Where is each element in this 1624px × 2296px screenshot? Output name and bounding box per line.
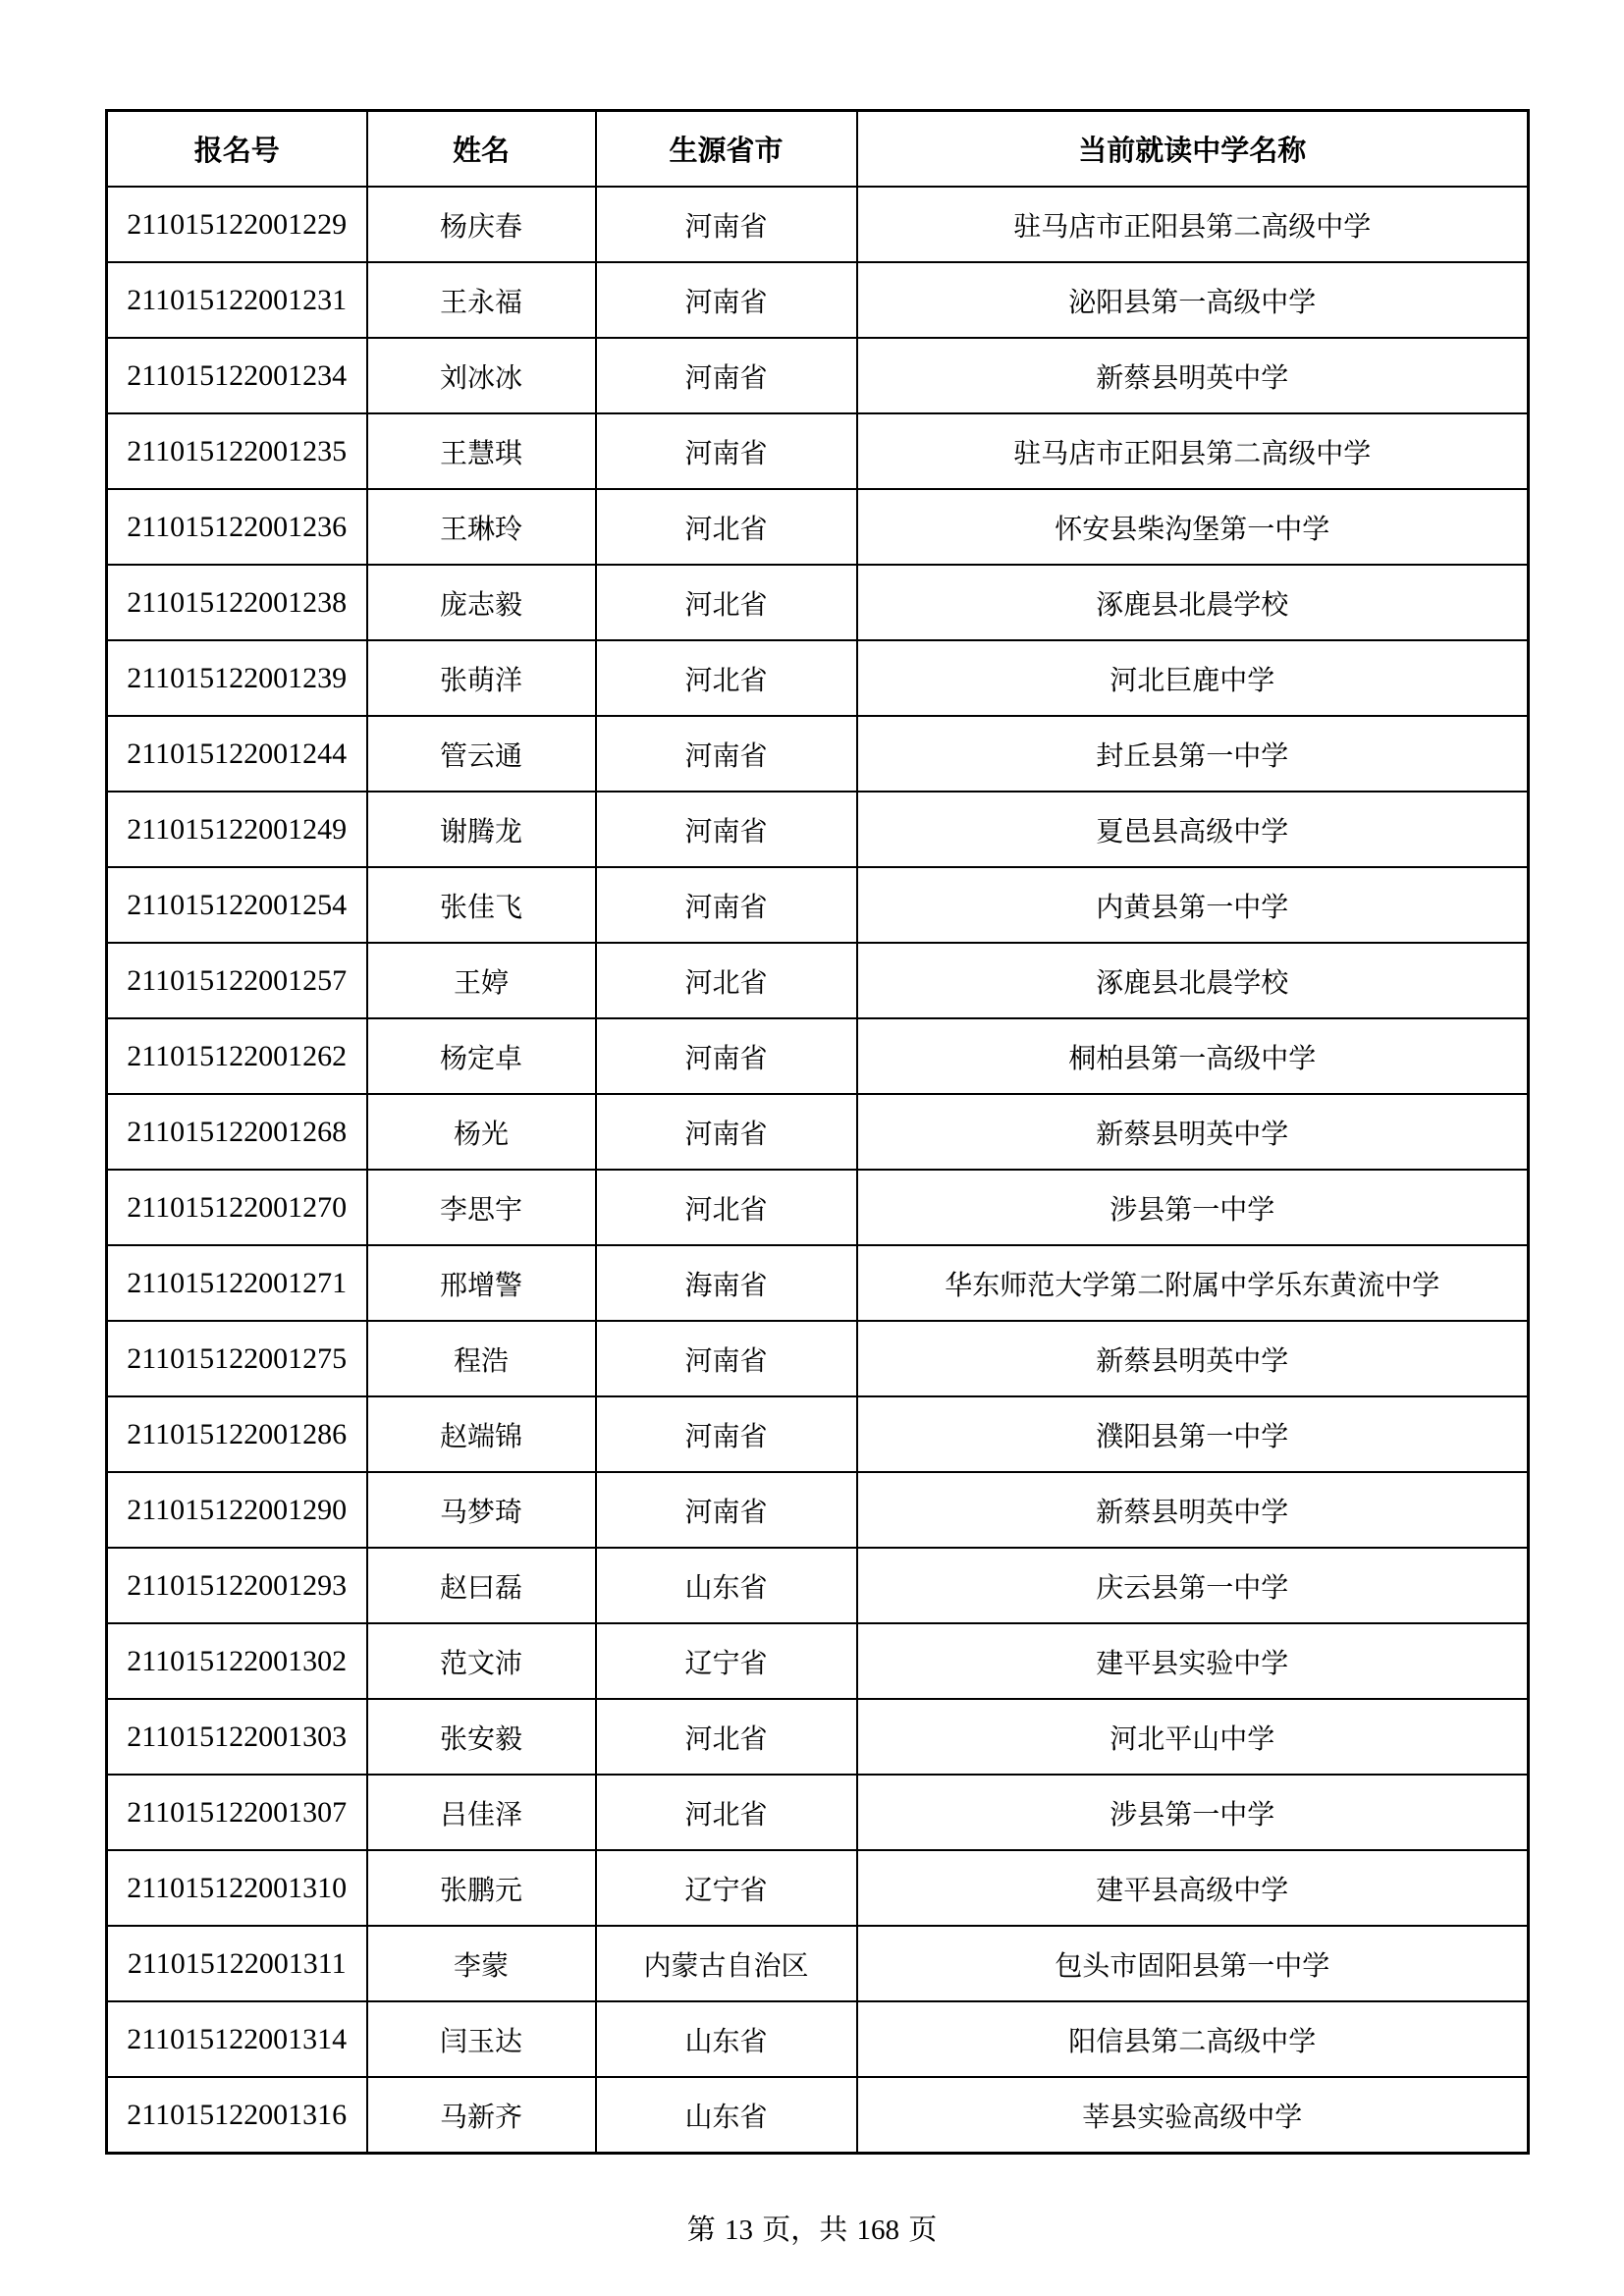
cell-school: 濮阳县第一中学 <box>857 1396 1529 1472</box>
cell-school: 封丘县第一中学 <box>857 716 1529 792</box>
cell-name: 杨光 <box>367 1094 596 1170</box>
cell-province: 河南省 <box>596 1094 857 1170</box>
table-row <box>107 565 1529 640</box>
cell-registration-number: 211015122001316 <box>107 2077 367 2154</box>
table-row <box>107 867 1529 943</box>
cell-name: 庞志毅 <box>367 565 596 640</box>
cell-province: 河北省 <box>596 640 857 716</box>
table-row <box>107 716 1529 792</box>
cell-school: 莘县实验高级中学 <box>857 2077 1529 2154</box>
table-row <box>107 1548 1529 1623</box>
header-registration-number: 报名号 <box>107 111 367 188</box>
cell-school: 涿鹿县北晨学校 <box>857 943 1529 1018</box>
cell-province: 河北省 <box>596 1775 857 1850</box>
cell-province: 内蒙古自治区 <box>596 1926 857 2001</box>
table-row <box>107 1850 1529 1926</box>
enrollment-table-container <box>105 109 1527 2155</box>
page-footer <box>0 2208 1624 2248</box>
cell-name: 李蒙 <box>367 1926 596 2001</box>
cell-province: 河南省 <box>596 1321 857 1396</box>
cell-registration-number: 211015122001262 <box>107 1018 367 1094</box>
cell-registration-number: 211015122001236 <box>107 489 367 565</box>
table-row <box>107 1170 1529 1245</box>
cell-school: 建平县实验中学 <box>857 1623 1529 1699</box>
cell-name: 吕佳泽 <box>367 1775 596 1850</box>
cell-school: 驻马店市正阳县第二高级中学 <box>857 413 1529 489</box>
cell-province: 河南省 <box>596 1396 857 1472</box>
cell-province: 山东省 <box>596 2077 857 2154</box>
cell-registration-number: 211015122001286 <box>107 1396 367 1472</box>
cell-school: 华东师范大学第二附属中学乐东黄流中学 <box>857 1245 1529 1321</box>
cell-school: 新蔡县明英中学 <box>857 1472 1529 1548</box>
table-row <box>107 2001 1529 2077</box>
cell-registration-number: 211015122001311 <box>107 1926 367 2001</box>
cell-name: 王琳玲 <box>367 489 596 565</box>
table-row <box>107 1926 1529 2001</box>
cell-registration-number: 211015122001314 <box>107 2001 367 2077</box>
cell-name: 谢腾龙 <box>367 792 596 867</box>
cell-school: 新蔡县明英中学 <box>857 1321 1529 1396</box>
table-row <box>107 489 1529 565</box>
cell-registration-number: 211015122001254 <box>107 867 367 943</box>
cell-province: 山东省 <box>596 2001 857 2077</box>
cell-province: 河南省 <box>596 413 857 489</box>
cell-registration-number: 211015122001290 <box>107 1472 367 1548</box>
total-page-count: 168 <box>856 2214 899 2246</box>
cell-name: 闫玉达 <box>367 2001 596 2077</box>
cell-school: 内黄县第一中学 <box>857 867 1529 943</box>
cell-registration-number: 211015122001239 <box>107 640 367 716</box>
cell-school: 夏邑县高级中学 <box>857 792 1529 867</box>
cell-province: 河北省 <box>596 489 857 565</box>
cell-province: 河北省 <box>596 565 857 640</box>
cell-registration-number: 211015122001257 <box>107 943 367 1018</box>
cell-name: 刘冰冰 <box>367 338 596 413</box>
footer-suffix: 页 <box>908 2213 938 2246</box>
cell-name: 张佳飞 <box>367 867 596 943</box>
cell-school: 怀安县柴沟堡第一中学 <box>857 489 1529 565</box>
cell-registration-number: 211015122001238 <box>107 565 367 640</box>
cell-name: 邢增警 <box>367 1245 596 1321</box>
cell-name: 管云通 <box>367 716 596 792</box>
cell-name: 范文沛 <box>367 1623 596 1699</box>
cell-registration-number: 211015122001244 <box>107 716 367 792</box>
cell-name: 马新齐 <box>367 2077 596 2154</box>
table-row <box>107 1623 1529 1699</box>
cell-province: 辽宁省 <box>596 1850 857 1926</box>
cell-school: 涉县第一中学 <box>857 1775 1529 1850</box>
cell-registration-number: 211015122001310 <box>107 1850 367 1926</box>
cell-school: 建平县高级中学 <box>857 1850 1529 1926</box>
cell-registration-number: 211015122001270 <box>107 1170 367 1245</box>
cell-name: 张安毅 <box>367 1699 596 1775</box>
cell-province: 河南省 <box>596 338 857 413</box>
cell-province: 河北省 <box>596 1699 857 1775</box>
table-row <box>107 943 1529 1018</box>
table-row <box>107 1245 1529 1321</box>
cell-registration-number: 211015122001231 <box>107 262 367 338</box>
table-body <box>107 187 1529 2154</box>
table-row <box>107 413 1529 489</box>
cell-school: 阳信县第二高级中学 <box>857 2001 1529 2077</box>
cell-province: 河南省 <box>596 867 857 943</box>
cell-province: 河北省 <box>596 943 857 1018</box>
cell-name: 李思宇 <box>367 1170 596 1245</box>
cell-registration-number: 211015122001229 <box>107 187 367 262</box>
cell-name: 王永福 <box>367 262 596 338</box>
header-name: 姓名 <box>367 111 596 188</box>
cell-registration-number: 211015122001235 <box>107 413 367 489</box>
cell-province: 山东省 <box>596 1548 857 1623</box>
cell-name: 杨定卓 <box>367 1018 596 1094</box>
cell-province: 海南省 <box>596 1245 857 1321</box>
table-row <box>107 1699 1529 1775</box>
cell-school: 桐柏县第一高级中学 <box>857 1018 1529 1094</box>
cell-registration-number: 211015122001293 <box>107 1548 367 1623</box>
cell-province: 河南省 <box>596 262 857 338</box>
cell-name: 赵曰磊 <box>367 1548 596 1623</box>
table-row <box>107 1472 1529 1548</box>
cell-name: 马梦琦 <box>367 1472 596 1548</box>
cell-province: 河南省 <box>596 792 857 867</box>
cell-name: 张萌洋 <box>367 640 596 716</box>
current-page-number: 13 <box>725 2214 754 2246</box>
cell-name: 程浩 <box>367 1321 596 1396</box>
cell-registration-number: 211015122001307 <box>107 1775 367 1850</box>
table-row <box>107 338 1529 413</box>
cell-school: 涿鹿县北晨学校 <box>857 565 1529 640</box>
cell-name: 王慧琪 <box>367 413 596 489</box>
cell-school: 泌阳县第一高级中学 <box>857 262 1529 338</box>
cell-province: 河南省 <box>596 1018 857 1094</box>
table-header-row <box>107 111 1529 188</box>
table-row <box>107 1321 1529 1396</box>
table-row <box>107 187 1529 262</box>
cell-province: 河南省 <box>596 716 857 792</box>
cell-registration-number: 211015122001234 <box>107 338 367 413</box>
cell-province: 河南省 <box>596 187 857 262</box>
cell-name: 王婷 <box>367 943 596 1018</box>
table-row <box>107 1775 1529 1850</box>
cell-province: 河南省 <box>596 1472 857 1548</box>
cell-province: 河北省 <box>596 1170 857 1245</box>
table-row <box>107 1094 1529 1170</box>
table-row <box>107 1396 1529 1472</box>
cell-registration-number: 211015122001271 <box>107 1245 367 1321</box>
cell-school: 新蔡县明英中学 <box>857 338 1529 413</box>
cell-registration-number: 211015122001249 <box>107 792 367 867</box>
cell-name: 赵端锦 <box>367 1396 596 1472</box>
cell-registration-number: 211015122001268 <box>107 1094 367 1170</box>
cell-registration-number: 211015122001303 <box>107 1699 367 1775</box>
cell-school: 驻马店市正阳县第二高级中学 <box>857 187 1529 262</box>
cell-school: 庆云县第一中学 <box>857 1548 1529 1623</box>
cell-name: 张鹏元 <box>367 1850 596 1926</box>
cell-registration-number: 211015122001302 <box>107 1623 367 1699</box>
footer-mid: 页，共 <box>762 2213 848 2246</box>
table-row <box>107 792 1529 867</box>
header-school: 当前就读中学名称 <box>857 111 1529 188</box>
cell-province: 辽宁省 <box>596 1623 857 1699</box>
enrollment-table <box>105 109 1530 2155</box>
cell-school: 包头市固阳县第一中学 <box>857 1926 1529 2001</box>
header-province: 生源省市 <box>596 111 857 188</box>
table-row <box>107 1018 1529 1094</box>
cell-registration-number: 211015122001275 <box>107 1321 367 1396</box>
cell-name: 杨庆春 <box>367 187 596 262</box>
table-row <box>107 640 1529 716</box>
cell-school: 河北平山中学 <box>857 1699 1529 1775</box>
cell-school: 河北巨鹿中学 <box>857 640 1529 716</box>
cell-school: 涉县第一中学 <box>857 1170 1529 1245</box>
table-row <box>107 2077 1529 2154</box>
footer-prefix: 第 <box>686 2213 716 2246</box>
table-row <box>107 262 1529 338</box>
cell-school: 新蔡县明英中学 <box>857 1094 1529 1170</box>
